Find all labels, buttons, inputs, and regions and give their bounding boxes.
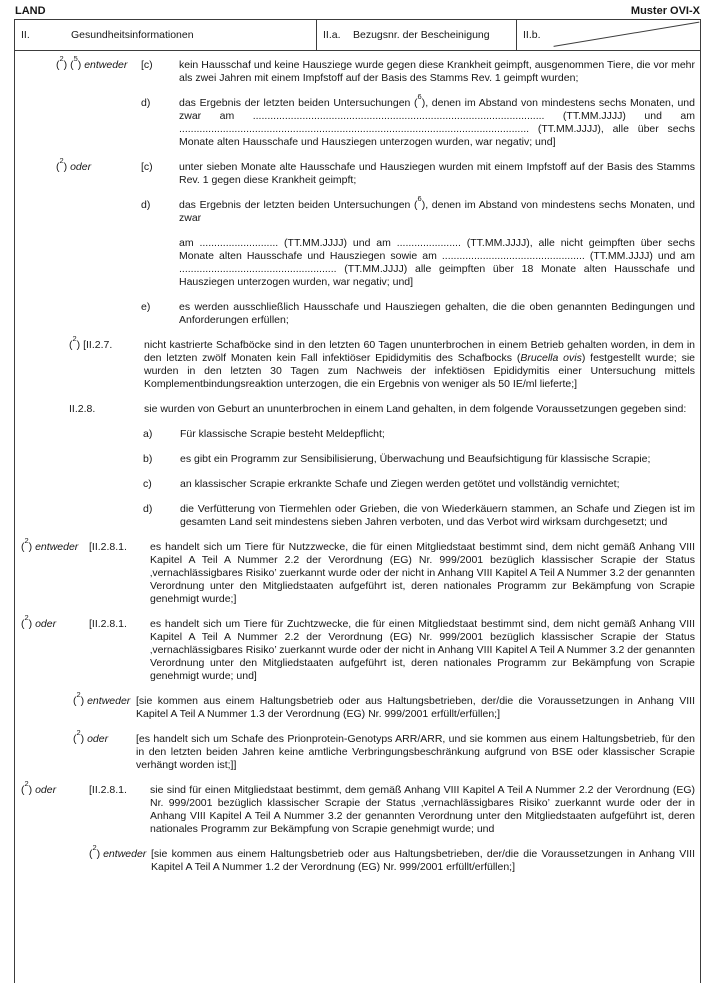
clause-paragraph: kein Hausschaf und keine Hausziege wurde gegen diese Krankheit geimpft, ausgenommen Tiere, die vor mehr als zwei Jahren mit einem Impfstoff auf der Basis des Stamms Rev. 1 geimpft wurden; <box>179 59 695 84</box>
clause-paragraph: die Verfütterung von Tiermehlen oder Grieben, die von Wiederkäuern stammen, an Schafe und Ziegen ist im gesamten Land seit mindestens sieben Jahren verboten, und das Verbot wird wirksam durchgesetzt; und <box>180 503 695 528</box>
clause-number: [II.2.8.1. <box>89 784 127 796</box>
clause-row <box>15 428 695 441</box>
item-letter: a) <box>143 428 153 440</box>
certificate-body <box>15 51 700 874</box>
clause-paragraph: es handelt sich um Tiere für Zuchtzwecke, die für einen Mitgliedstaat bestimmt sind, dem nicht gemäß Anhang VIII Kapitel A Teil A Nummer 2.2 der Verordnung (EG) Nr. 999/2001 bezüglich klassischer Scrapie der Status ‚vernachlässigbares Risiko’ zuerkannt wurde oder der nicht in Anhang VIII Kapitel A Teil A Nummer 3.2 der genannten Verordnung unter den Mitgliedstaaten aufgeführt ist, deren nationales Programm zur Bekämpfung von Scrapie genehmigt wurde; und] <box>150 618 695 682</box>
page-header <box>0 0 714 19</box>
section-title: Gesundheitsinformationen <box>71 28 194 41</box>
clause-paragraph: Für klassische Scrapie besteht Meldepflicht; <box>180 428 385 440</box>
diagonal-line <box>517 20 700 50</box>
clause-row <box>15 778 695 836</box>
clause-row <box>15 193 695 289</box>
clause-row <box>15 53 695 85</box>
clause-text <box>180 453 695 466</box>
land-label: LAND <box>15 5 46 17</box>
clause-paragraph: [sie kommen aus einem Haltungsbetrieb oder aus Haltungsbetrieben, der/die die Voraussetzungen in Anhang VIII Kapitel A Teil A Nummer 1.2 der Verordnung (EG) Nr. 999/2001 erfüllt/erfüllen;] <box>151 848 695 873</box>
clause-row <box>15 689 695 721</box>
clause-paragraph: sie sind für einen Mitgliedstaat bestimmt, dem gemäß Anhang VIII Kapitel A Teil A Nummer 2.2 der Verordnung (EG) Nr. 999/2001 bezüglich klassischer Scrapie der Status ‚vernachlässigbares Risiko’ zuerkannt wurde oder der in Anhang VIII Kapitel A Teil A Nummer 3.2 der genannten Verordnung unter den Mitgliedstaaten aufgeführt ist, deren nationales Programm zur Bekämpfung von Scrapie genehmigt wurde; und <box>150 784 695 835</box>
clause-paragraph: am ........................... (TT.MM.JJJJ) und am ...................... (TT.MM.JJJJ), alle nicht geimpften über sechs Monate alten Hausschafe und Hausziegen sowie am ................................................. (TT.MM.JJJJ) und am ...................................................... (TT.MM.JJJJ) alle geimpften über 18 Monate alten Hausschafe und Hausziegen unterzogen wurden, war negativ; und] <box>179 237 695 288</box>
clause-text <box>180 428 695 441</box>
item-letter: e) <box>141 301 151 313</box>
clause-paragraph: [es handelt sich um Schafe des Prionprotein-Genotyps ARR/ARR, und sie kommen aus einem Haltungsbetrieb, für den in den letzten beiden Jahren keine amtliche Verbringungsbeschränkung aufgrund von BSE oder klassischer Scrapie verhängt worden ist;]] <box>136 733 695 771</box>
item-letter: [c) <box>141 161 153 173</box>
option-label: ($^2$) oder <box>73 727 109 745</box>
clause-row <box>15 727 695 772</box>
clause-text <box>179 301 695 327</box>
clause-paragraph: sie wurden von Geburt an ununterbrochen in einem Land gehalten, in dem folgende Voraussetzungen gegeben sind: <box>144 403 687 415</box>
header-cell-reference-number <box>317 20 517 50</box>
clause-paragraph: es handelt sich um Tiere für Nutzzwecke, die für einen Mitgliedstaat bestimmt sind, dem nicht gemäß Anhang VIII Kapitel A Teil A Nummer 2.2 der Verordnung (EG) Nr. 999/2001 bezüglich klassischer Scrapie der Status ‚vernachlässigbares Risiko’ zuerkannt wurde oder der nicht in Anhang VIII Kapitel A Teil A Nummer 3.2 der genannten Verordnung unter den Mitgliedstaaten aufgeführt ist, deren nationales Programm zur Bekämpfung von Scrapie genehmigt wurde;] <box>150 541 695 605</box>
item-letter: d) <box>141 97 151 109</box>
item-letter: [c) <box>141 59 153 71</box>
clause-row <box>15 301 695 327</box>
clause-text <box>180 478 695 491</box>
option-label: ($^2$) oder <box>21 778 57 796</box>
header-cell-health-info <box>15 20 317 50</box>
clause-number: II.2.8. <box>69 403 96 415</box>
option-label: ($^2$) oder <box>21 612 57 630</box>
clause-row <box>15 478 695 491</box>
section-number: II.b. <box>523 28 541 41</box>
clause-paragraph: es gibt ein Programm zur Sensibilisierung, Überwachung und Beaufsichtigung für klassische Scrapie; <box>180 453 651 465</box>
option-label: ($^2$) entweder <box>89 842 147 860</box>
certificate-box <box>14 19 701 983</box>
clause-paragraph: [sie kommen aus einem Haltungsbetrieb oder aus Haltungsbetrieben, der/die die Voraussetzungen in Anhang VIII Kapitel A Teil A Nummer 1.3 der Verordnung (EG) Nr. 999/2001 erfüllt/erfüllen;] <box>136 695 695 720</box>
certificate-table-header <box>15 20 700 51</box>
clause-text <box>150 618 695 683</box>
clause-text <box>179 59 695 85</box>
item-letter: d) <box>143 503 153 515</box>
clause-text <box>151 848 695 874</box>
header-cell-iib <box>517 20 700 50</box>
clause-text <box>150 541 695 606</box>
clause-row <box>15 535 695 606</box>
clause-row <box>15 453 695 466</box>
clause-text <box>179 91 695 149</box>
clause-text <box>179 161 695 187</box>
clause-paragraph: unter sieben Monate alte Hausschafe und Hausziegen wurden mit einem Impfstoff auf der Basis des Stamms Rev. 1 gegen diese Krankheit geimpft; <box>179 161 695 186</box>
clause-paragraph: es werden ausschließlich Hausschafe und Hausziegen gehalten, die die oben genannten Bedingungen und Anforderungen erfüllen; <box>179 301 695 326</box>
clause-row <box>15 612 695 683</box>
clause-paragraph: an klassischer Scrapie erkrankte Schafe und Ziegen werden getötet und vollständig vernichtet; <box>180 478 620 490</box>
section-number: II.a. <box>323 28 341 41</box>
option-label: ($^2$) ($^5$) entweder <box>56 53 128 71</box>
clause-row <box>15 842 695 874</box>
clause-row <box>15 503 695 529</box>
clause-row <box>15 91 695 149</box>
muster-label: Muster OVI-X <box>630 5 700 17</box>
section-number: II. <box>21 28 30 41</box>
clause-text <box>180 503 695 529</box>
clause-row <box>15 155 695 187</box>
clause-paragraph: das Ergebnis der letzten beiden Untersuchungen ($^6$), denen im Abstand von mindestens sechs Monaten, und zwar <box>179 193 695 224</box>
clause-text <box>144 339 695 391</box>
clause-number: [II.2.8.1. <box>89 618 127 630</box>
clause-row <box>15 403 695 416</box>
item-letter: d) <box>141 199 151 211</box>
section-title: Bezugsnr. der Bescheinigung <box>353 28 490 41</box>
item-letter: b) <box>143 453 153 465</box>
clause-row <box>15 333 695 391</box>
clause-text <box>179 193 695 289</box>
clause-text <box>150 784 695 836</box>
clause-paragraph: nicht kastrierte Schafböcke sind in den letzten 60 Tagen ununterbrochen in einem Betrieb gehalten worden, in dem in den letzten zwölf Monaten kein Fall infektiöser Epididymitis des Schafbocks (Brucella ovis) festgestellt wurde; sie wurden in den letzten 30 Tagen zum Nachweis der infektiösen Epididymitis einer Untersuchung mittels Komplementbindungsreaktion unterzogen, die ein Ergebnis von weniger als 50 IE/ml lieferte;] <box>144 339 695 390</box>
clause-number: ($^2$) [II.2.7. <box>69 333 113 351</box>
clause-text <box>136 695 695 721</box>
item-letter: c) <box>143 478 152 490</box>
option-label: ($^2$) entweder <box>21 535 79 553</box>
clause-paragraph: das Ergebnis der letzten beiden Untersuchungen ($^6$), denen im Abstand von mindestens sechs Monaten, und zwar am .................................................................................................... (TT.MM.JJJJ) und am ........................................................................................................................ (TT.MM.JJJJ), alle über sechs Monate alten Hausschafe und Hausziegen unterzogen wurden, war negativ; und] <box>179 91 695 148</box>
clause-text <box>144 403 695 416</box>
option-label: ($^2$) entweder <box>73 689 131 707</box>
clause-number: [II.2.8.1. <box>89 541 127 553</box>
clause-text <box>136 733 695 772</box>
option-label: ($^2$) oder <box>56 155 92 173</box>
